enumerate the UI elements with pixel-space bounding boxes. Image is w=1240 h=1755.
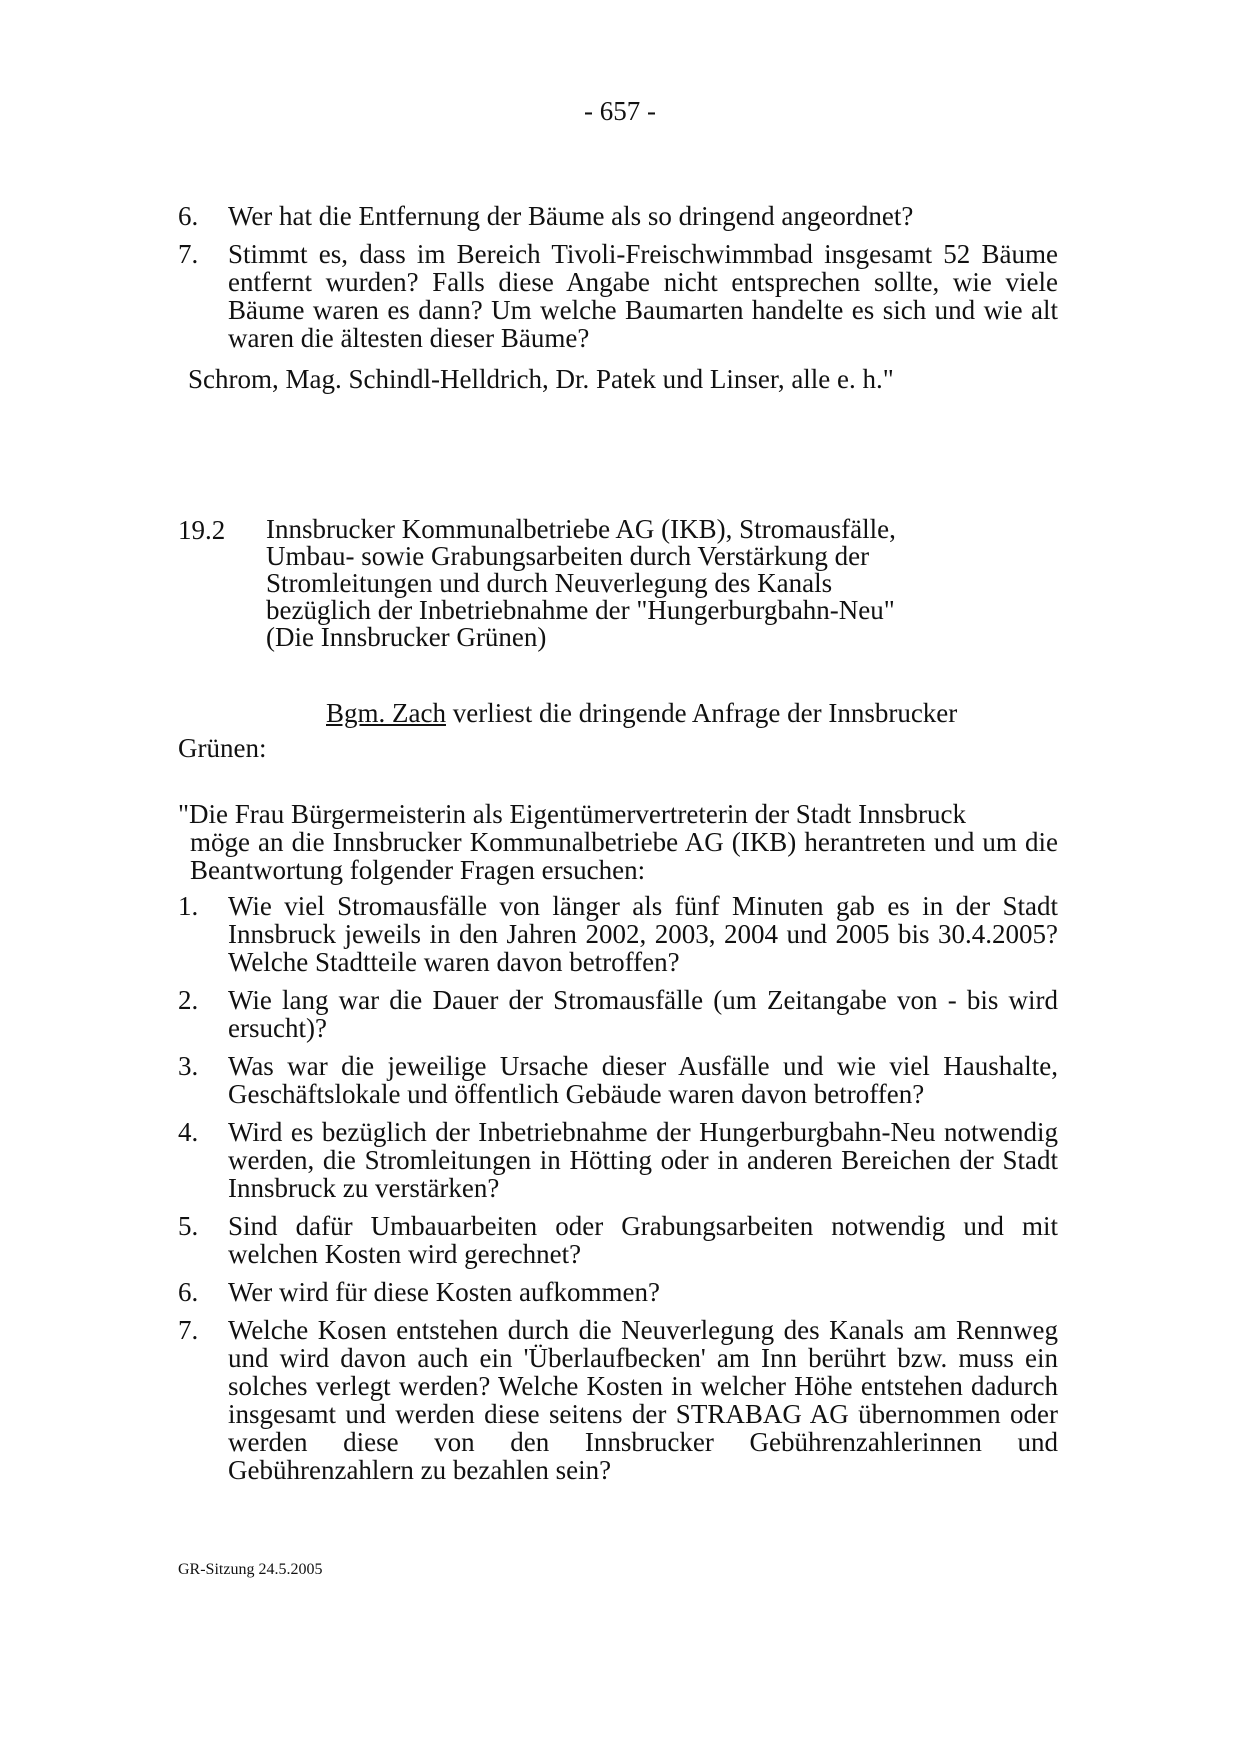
intro-first-line: "Die Frau Bürgermeisterin als Eigentümervertreterin der Stadt Innsbruck — [178, 799, 967, 829]
top-question-list — [178, 202, 1058, 362]
page-number: - 657 - — [584, 96, 656, 126]
list-item-text: Sind dafür Umbauarbeiten oder Grabungsarbeiten notwendig und mit welchen Kosten wird gerechnet? — [228, 1211, 1058, 1269]
list-item-text: Welche Kosen entstehen durch die Neuverlegung des Kanals am Rennweg und wird davon auch ein 'Überlaufbecken' am Inn berührt bzw. muss ein solches verlegt werden? Welche Kosten in welcher Höhe entstehen dadurch insgesamt und werden diese seitens der STRABAG AG übernommen oder werden diese von den Innsbrucker Gebührenzahlerinnen und Gebührenzahlern zu bezahlen sein? — [228, 1315, 1058, 1485]
reader-line — [326, 698, 957, 728]
intro-rest: möge an die Innsbrucker Kommunalbetriebe AG (IKB) herantreten und um die Beantwortung folgender Fragen ersuchen: — [190, 827, 1058, 885]
list-item-text: Wer wird für diese Kosten aufkommen? — [228, 1277, 660, 1307]
list-item — [178, 1316, 1058, 1484]
list-item — [178, 1118, 1058, 1202]
list-item-text: Wer hat die Entfernung der Bäume als so dringend angeordnet? — [228, 201, 914, 231]
reader-text: verliest die dringende Anfrage der Innsbrucker — [445, 698, 958, 728]
list-item-number: 4. — [178, 1117, 199, 1147]
list-item-number: 7. — [178, 1315, 199, 1345]
list-item-number: 2. — [178, 985, 199, 1015]
reader-name: Bgm. Zach — [326, 698, 446, 728]
list-item — [178, 1212, 1058, 1268]
reader-continuation: Grünen: — [178, 733, 267, 763]
list-item-number: 1. — [178, 891, 199, 921]
list-item — [178, 1278, 1058, 1306]
list-item-text: Wird es bezüglich der Inbetriebnahme der Hungerburgbahn-Neu notwendig werden, die Stromleitungen in Hötting oder in anderen Bereichen der Stadt Innsbruck zu verstärken? — [228, 1117, 1058, 1203]
signers-line: Schrom, Mag. Schindl-Helldrich, Dr. Patek und Linser, alle e. h." — [188, 364, 894, 394]
list-item — [178, 240, 1058, 352]
list-item-text: Was war die jeweilige Ursache dieser Ausfälle und wie viel Haushalte, Geschäftslokale und öffentlich Gebäude waren davon betroffen? — [228, 1051, 1058, 1109]
list-item — [178, 986, 1058, 1042]
list-item — [178, 892, 1058, 976]
question-list — [178, 892, 1058, 1494]
list-item-text: Wie viel Stromausfälle von länger als fünf Minuten gab es in der Stadt Innsbruck jeweils in den Jahren 2002, 2003, 2004 und 2005 bis 30.4.2005? Welche Stadtteile waren davon betroffen? — [228, 891, 1058, 977]
section-number: 19.2 — [178, 515, 226, 545]
list-item-number: 5. — [178, 1211, 199, 1241]
page-footer: GR-Sitzung 24.5.2005 — [178, 1561, 323, 1578]
section-title: Innsbrucker Kommunalbetriebe AG (IKB), Stromausfälle, Umbau- sowie Grabungsarbeiten durch Verstärkung der Stromleitungen und durch Neuverlegung des Kanals bezüglich der Inbetriebnahme der "Hungerburgbahn-Neu" (Die Innsbrucker Grünen) — [266, 514, 896, 652]
list-item-text: Wie lang war die Dauer der Stromausfälle (um Zeitangabe von - bis wird ersucht)? — [228, 985, 1058, 1043]
list-item-number: 3. — [178, 1051, 199, 1081]
list-item — [178, 1052, 1058, 1108]
list-item-number: 6. — [178, 1277, 199, 1307]
list-item-number: 6. — [178, 201, 199, 231]
list-item-text: Stimmt es, dass im Bereich Tivoli-Freischwimmbad insgesamt 52 Bäume entfernt wurden? Falls diese Angabe nicht entsprechen sollte, wie viele Bäume waren es dann? Um welche Baumarten handelte es sich und wie alt waren die ältesten dieser Bäume? — [228, 239, 1058, 353]
intro-paragraph — [178, 800, 1058, 884]
list-item-number: 7. — [178, 239, 199, 269]
list-item — [178, 202, 1058, 230]
